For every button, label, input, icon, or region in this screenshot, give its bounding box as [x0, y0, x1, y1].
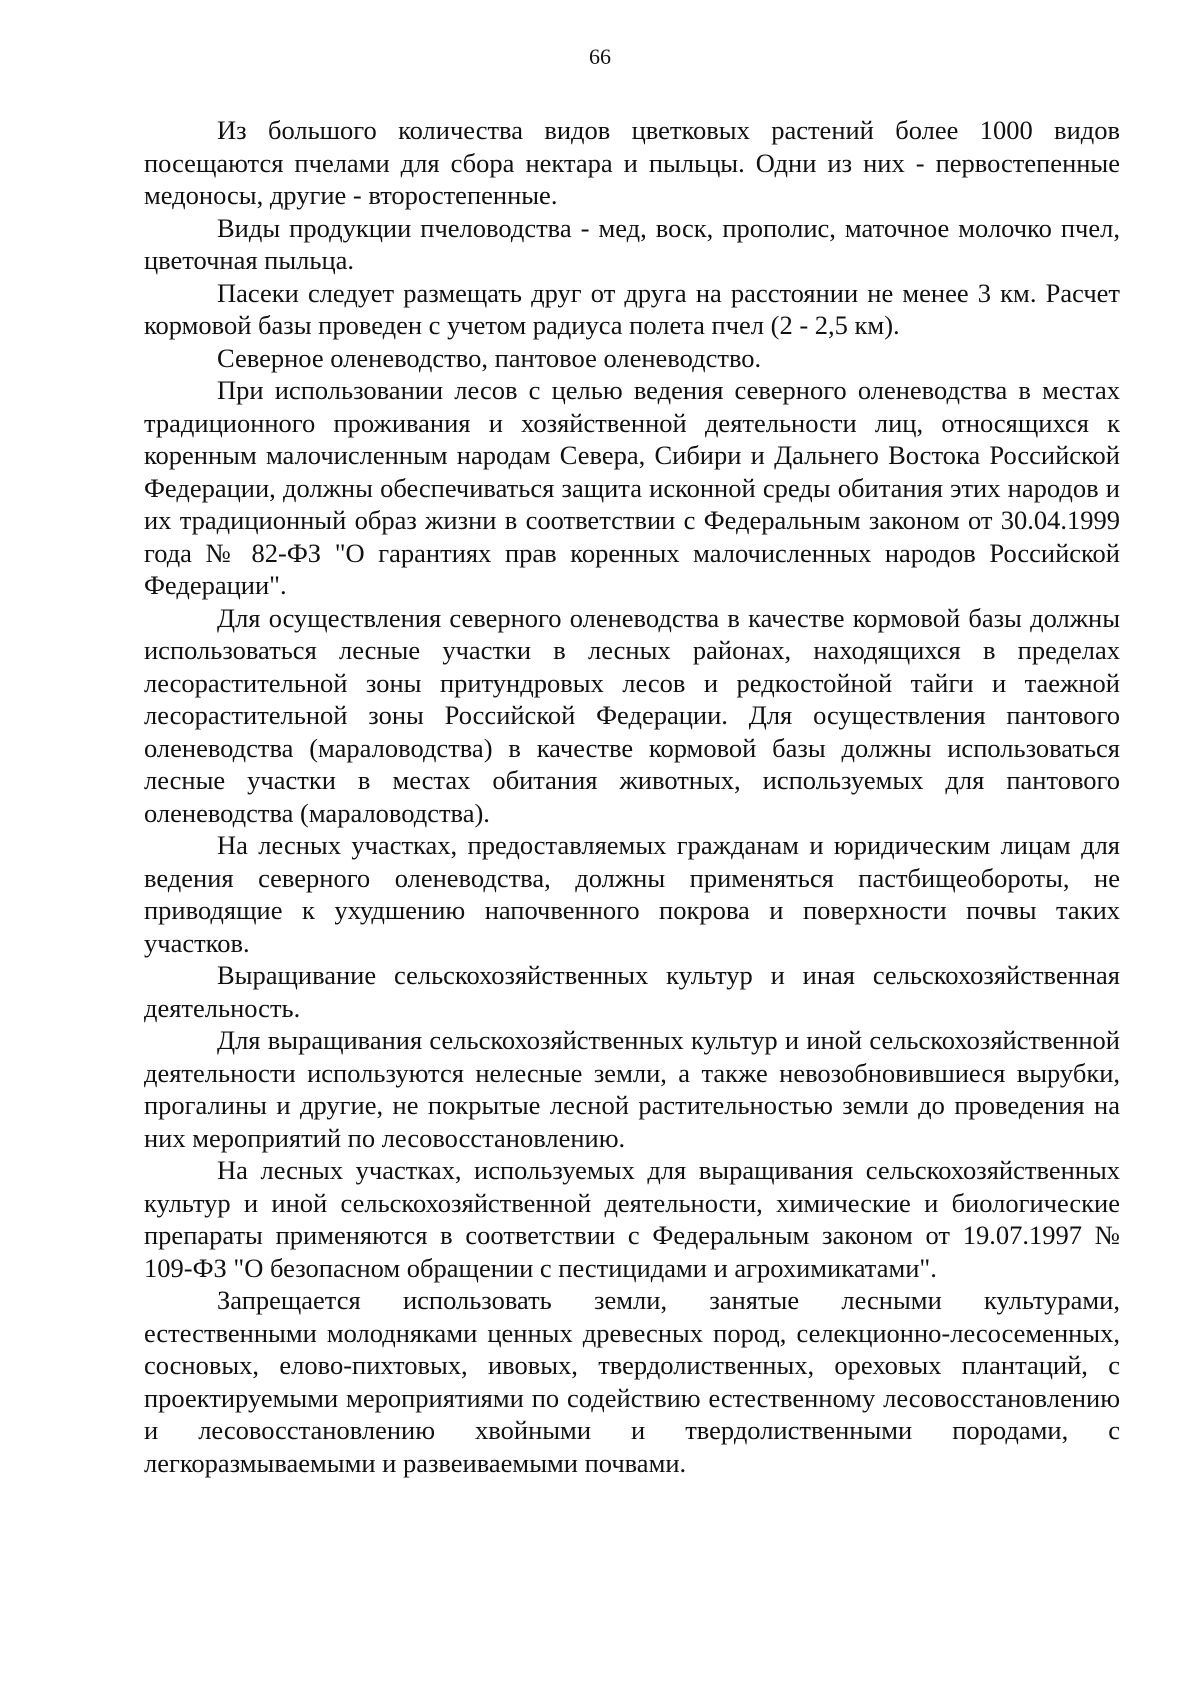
paragraph: На лесных участках, используемых для выращивания сельскохозяйственных культур и иной сельскохозяйственной деятельности, химические и биологические препараты применяются в соответствии с Федеральным законом от 19.07.1997 № 109-ФЗ "О безопасном обращении с пестицидами и агрохимикатами".: [144, 1155, 1120, 1283]
paragraph: Северное оленеводство, пантовое оленеводство.: [217, 342, 762, 373]
paragraph: На лесных участках, предоставляемых гражданам и юридическим лицам для ведения северного оленеводства, должны применяться пастбищеобороты, не приводящие к ухудшению напочвенного покрова и поверхности почвы таких участков.: [144, 830, 1120, 958]
paragraph: Пасеки следует размещать друг от друга на расстоянии не менее 3 км. Расчет кормовой базы проведен с учетом радиуса полета пчел (2 - 2,5 км).: [144, 277, 1120, 340]
paragraph: Выращивание сельскохозяйственных культур и иная сельскохозяйственная деятельность.: [144, 960, 1120, 1023]
paragraph: Для выращивания сельскохозяйственных культур и иной сельскохозяйственной деятельности используются нелесные земли, а также невозобновившиеся вырубки, прогалины и другие, не покрытые лесной растительностью земли до проведения на них мероприятий по лесовосстановлению.: [144, 1025, 1120, 1153]
body-text: [144, 114, 1120, 1479]
paragraph: Виды продукции пчеловодства - мед, воск, прополис, маточное молочко пчел, цветочная пыльца.: [144, 212, 1120, 275]
paragraph: Для осуществления северного оленеводства в качестве кормовой базы должны использоваться лесные участки в лесных районах, находящихся в пределах лесорастительной зоны притундровых лесов и редкостойной тайги и таежной лесорастительной зоны Российской Федерации. Для осуществления пантового оленеводства (мараловодства) в качестве кормовой базы должны использоваться лесные участки в местах обитания животных, используемых для пантового оленеводства (мараловодства).: [144, 602, 1120, 828]
paragraph: При использовании лесов с целью ведения северного оленеводства в местах традиционного проживания и хозяйственной деятельности лиц, относящихся к коренным малочисленным народам Севера, Сибири и Дальнего Востока Российской Федерации, должны обеспечиваться защита исконной среды обитания этих народов и их традиционный образ жизни в соответствии с Федеральным законом от 30.04.1999 года № 82-ФЗ "О гарантиях прав коренных малочисленных народов Российской Федерации".: [144, 375, 1120, 600]
paragraph: Из большого количества видов цветковых растений более 1000 видов посещаются пчелами для сбора нектара и пыльцы. Одни из них - первостепенные медоносы, другие - второстепенные.: [144, 115, 1120, 210]
page-number: 66: [589, 44, 611, 69]
paragraph: Запрещается использовать земли, занятые лесными культурами, естественными молодняками ценных древесных пород, селекционно-лесосеменных, сосновых, елово-пихтовых, ивовых, твердолиственных, ореховых плантаций, с проектируемыми мероприятиями по содействию естественному лесовосстановлению и лесовосстановлению хвойными и твердолиственными породами, с легкоразмываемыми и развеиваемыми почвами.: [144, 1285, 1120, 1478]
